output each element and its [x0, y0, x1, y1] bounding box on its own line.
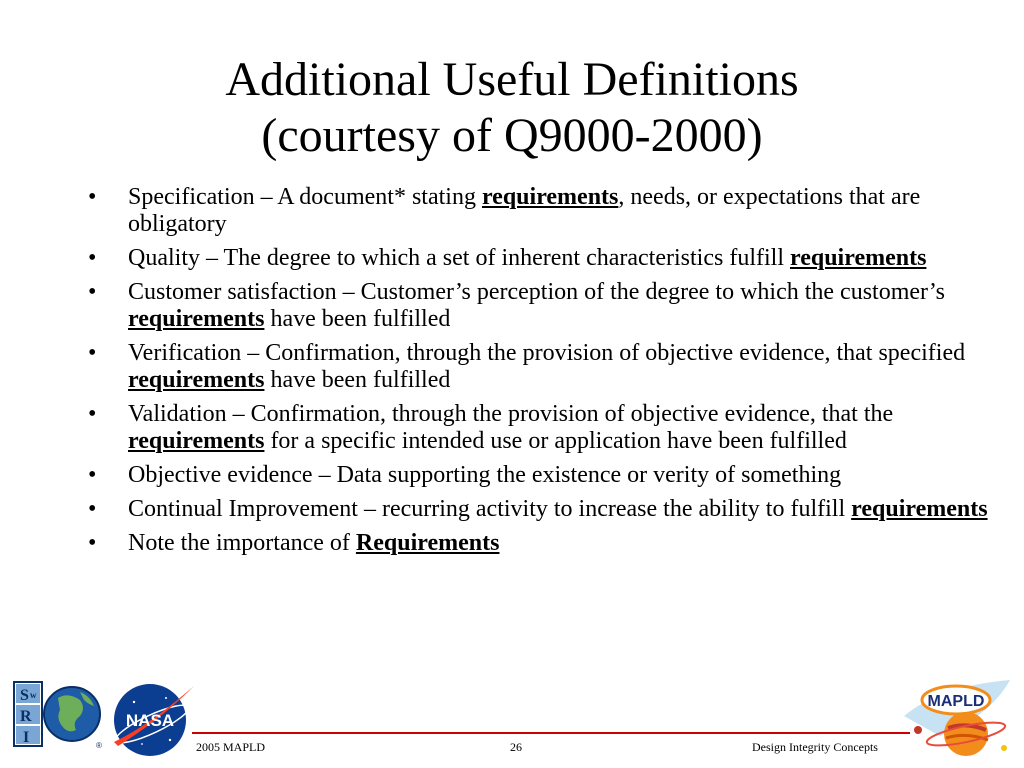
- keyword-requirements: requirements: [128, 367, 265, 393]
- swri-letter-i: I: [23, 729, 30, 746]
- list-item: • Quality – The degree to which a set of inherent characteristics fulfill requirements: [88, 245, 988, 272]
- list-item: • Note the importance of Requirements: [88, 530, 988, 557]
- list-item: • Objective evidence – Data supporting the existence or verity of something: [88, 462, 988, 489]
- swri-logo: [10, 678, 106, 750]
- definitions-list: [88, 184, 988, 564]
- keyword-requirements: requirements: [481, 184, 619, 210]
- slide-title: [0, 52, 1024, 164]
- title-line-1: Additional Useful Definitions: [225, 53, 799, 106]
- keyword-requirements: requirements: [851, 496, 988, 522]
- page-number: 26: [510, 740, 522, 754]
- registered-mark: ®: [96, 741, 102, 750]
- nasa-logo: [108, 680, 196, 760]
- swri-letter-s: S: [20, 687, 29, 704]
- footer-event: 2005 MAPLD: [196, 740, 266, 754]
- nasa-wordmark: NASA: [125, 711, 175, 730]
- keyword-requirements: requirements: [128, 306, 265, 332]
- keyword-requirements: Requirements: [355, 530, 500, 556]
- list-item: • Validation – Confirmation, through the provision of objective evidence, that the requirements for a specific intended use or application have been fulfilled: [88, 401, 988, 455]
- list-item: • Specification – A document* stating requirements, needs, or expectations that are obligatory: [88, 184, 988, 238]
- list-item: • Customer satisfaction – Customer’s perception of the degree to which the customer’s requirements have been fulfilled: [88, 279, 988, 333]
- swri-letter-r: R: [20, 708, 32, 725]
- footer-rule: [192, 732, 910, 734]
- mapld-logo: [900, 676, 1018, 762]
- keyword-requirements: requirements: [128, 428, 265, 454]
- list-item: • Continual Improvement – recurring activity to increase the ability to fulfill requirements: [88, 496, 988, 523]
- title-line-2: (courtesy of Q9000-2000): [261, 109, 763, 162]
- keyword-requirements: requirements: [789, 245, 927, 271]
- mapld-wordmark: MAPLD: [927, 693, 985, 710]
- swri-letter-w: w: [30, 690, 37, 700]
- list-item: • Verification – Confirmation, through the provision of objective evidence, that specified requirements have been fulfilled: [88, 340, 988, 394]
- footer-topic: Design Integrity Concepts: [752, 740, 878, 754]
